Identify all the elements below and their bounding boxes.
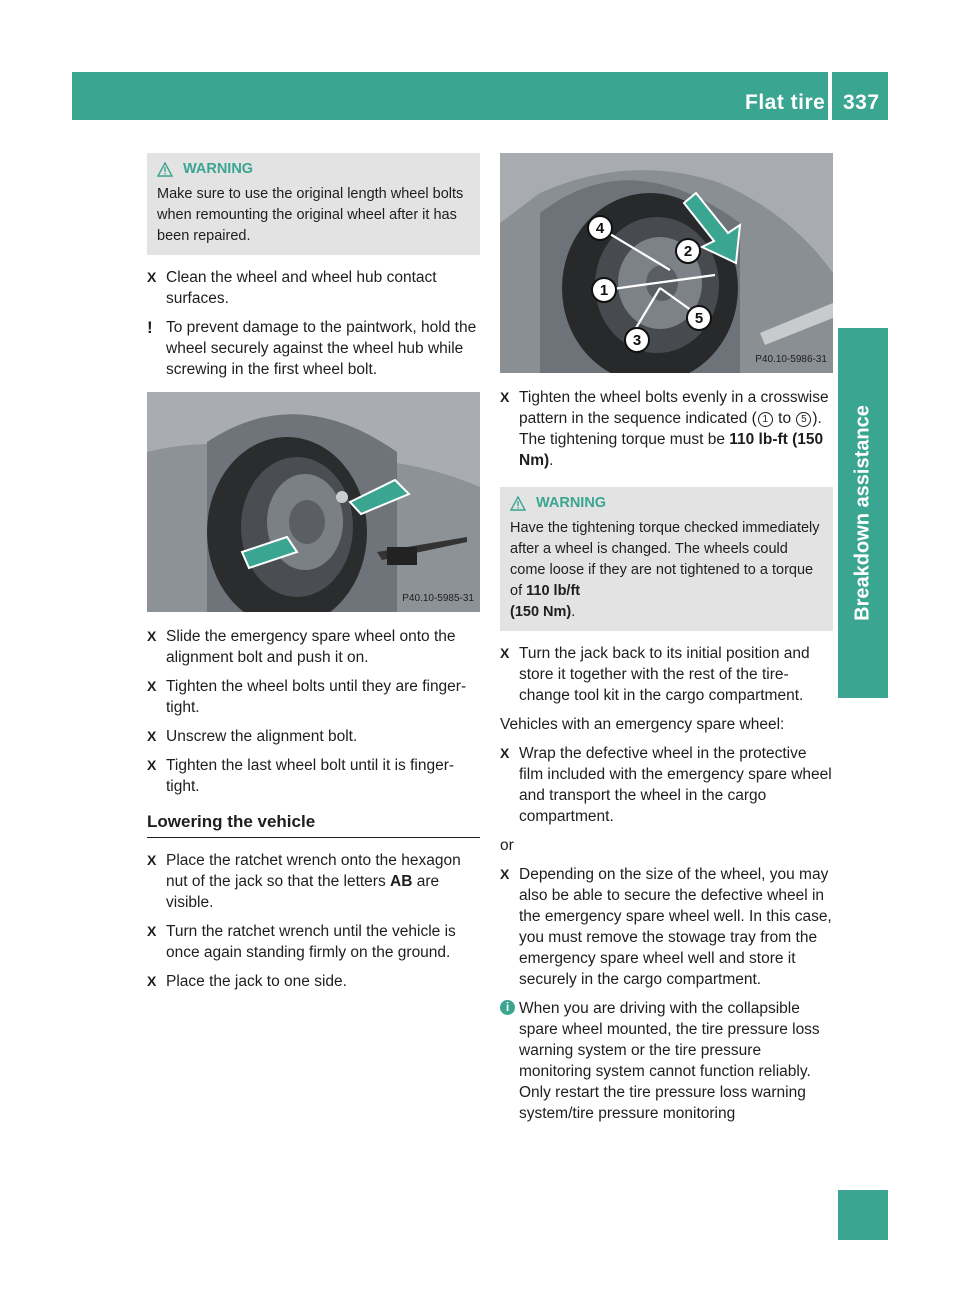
- caution-note: [147, 317, 480, 380]
- step-arrow-icon: X: [147, 923, 157, 939]
- lowering-heading: Lowering the vehicle: [147, 811, 480, 838]
- figure-bolt-sequence: [500, 153, 833, 373]
- step-item: [147, 676, 480, 718]
- step-arrow-icon: X: [500, 389, 510, 405]
- step-item: [147, 726, 480, 747]
- step-text: Place the ratchet wrench onto the hexagon nut of the jack so that the letters: [166, 852, 461, 890]
- step-text: Wrap the defective wheel in the protective film included with the emergency spare wheel and transport the wheel in the cargo compartment.: [519, 745, 832, 825]
- circled-number-1: 1: [758, 412, 773, 427]
- figure-code: P40.10-5985-31: [402, 593, 474, 604]
- step-arrow-icon: X: [147, 852, 157, 868]
- step-item: [147, 850, 480, 913]
- callout-4: 4: [595, 220, 605, 237]
- letters-ab: AB: [390, 873, 413, 890]
- step-arrow-icon: X: [500, 866, 510, 882]
- header-divider: [828, 72, 832, 120]
- vehicles-label: Vehicles with an emergency spare wheel:: [500, 716, 785, 733]
- right-column: [500, 153, 833, 1136]
- step-item: [500, 743, 833, 827]
- step-item: [147, 626, 480, 668]
- step-text: Clean the wheel and wheel hub contact surfaces.: [166, 269, 437, 307]
- step-arrow-icon: X: [147, 973, 157, 989]
- step-arrow-icon: X: [147, 757, 157, 773]
- warning-heading: WARNING: [536, 495, 607, 511]
- warning-box: [147, 153, 480, 255]
- warning-box: [500, 487, 833, 631]
- bolt-sequence-illustration: [500, 153, 833, 373]
- step-item: [147, 755, 480, 797]
- page-number: 337: [843, 91, 880, 114]
- warning-triangle-icon: [157, 162, 173, 177]
- step-item: [500, 643, 833, 706]
- section-title: Flat tire: [745, 91, 826, 114]
- step-text: Tighten the last wheel bolt until it is finger-tight.: [166, 757, 455, 795]
- step-text: Turn the ratchet wrench until the vehicle is once again standing firmly on the ground.: [166, 923, 456, 961]
- step-item: [147, 267, 480, 309]
- caution-text: To prevent damage to the paintwork, hold the wheel securely against the wheel hub while screwing in the first wheel bolt.: [166, 319, 477, 378]
- header-bar: [72, 72, 888, 120]
- info-icon: i: [500, 1000, 515, 1015]
- caution-icon: !: [147, 318, 153, 337]
- or-label: or: [500, 837, 514, 854]
- step-arrow-icon: X: [147, 628, 157, 644]
- torque-value: 110 lb-ft (150 Nm): [519, 431, 824, 469]
- step-item: [147, 971, 480, 992]
- step-item: X Tighten the wheel bolts evenly in a crosswise pattern in the sequence indicated ( 1 to 5 ). The tightening torque must be 110 lb-ft (150 Nm).: [500, 389, 829, 469]
- step-item: [500, 864, 833, 990]
- figure-code: P40.10-5986-31: [755, 354, 827, 365]
- step-text: Tighten the wheel bolts evenly in a crosswise pattern in the sequence indicated (: [519, 389, 829, 427]
- step-text: Tighten the wheel bolts until they are finger-tight.: [166, 678, 467, 716]
- step-arrow-icon: X: [147, 678, 157, 694]
- callout-3: 3: [632, 332, 642, 349]
- callout-2: 2: [683, 243, 693, 260]
- step-item: [147, 921, 480, 963]
- warning-heading: WARNING: [183, 161, 254, 177]
- warning-text: Make sure to use the original length wheel bolts when remounting the original wheel after it has been repaired.: [157, 186, 464, 244]
- step-text: Unscrew the alignment bolt.: [166, 728, 358, 745]
- figure-spare-wheel-mounting: [147, 392, 480, 612]
- spare-wheel-illustration: [147, 392, 480, 612]
- step-text: Depending on the size of the wheel, you may also be able to secure the defective wheel in the emergency spare wheel well. In this case, you must remove the stowage tray from the emergency spare wheel well and store it securely in the cargo compartment.: [519, 866, 832, 988]
- warning-text: Have the tightening torque checked immediately after a wheel is changed. The wheels could come loose if they are not tightened to a torque of 110 lb/ft (150 Nm).: [510, 520, 820, 620]
- side-tab-label: Breakdown assistance: [851, 405, 874, 621]
- step-text: Place the jack to one side.: [166, 973, 347, 990]
- step-text: Slide the emergency spare wheel onto the alignment bolt and push it on.: [166, 628, 456, 666]
- step-arrow-icon: X: [500, 745, 510, 761]
- step-arrow-icon: X: [147, 269, 157, 285]
- circled-number-5: 5: [796, 412, 811, 427]
- side-marker: [838, 1190, 888, 1240]
- step-arrow-icon: X: [147, 728, 157, 744]
- callout-1: 1: [599, 282, 609, 299]
- step-arrow-icon: X: [500, 645, 510, 661]
- step-text: Turn the jack back to its initial position and store it together with the rest of the tire-change tool kit in the cargo compartment.: [519, 645, 810, 704]
- info-note: [500, 998, 833, 1124]
- left-column: [147, 153, 480, 1000]
- step-text: are visible.: [166, 873, 440, 911]
- callout-5: 5: [694, 310, 704, 327]
- info-text: When you are driving with the collapsible spare wheel mounted, the tire pressure loss warning system or the tire pressure monitoring system cannot function reliably. Only restart the tire pressure loss warning system/tire pressure monitoring: [519, 1000, 820, 1122]
- warning-triangle-icon: [510, 496, 526, 511]
